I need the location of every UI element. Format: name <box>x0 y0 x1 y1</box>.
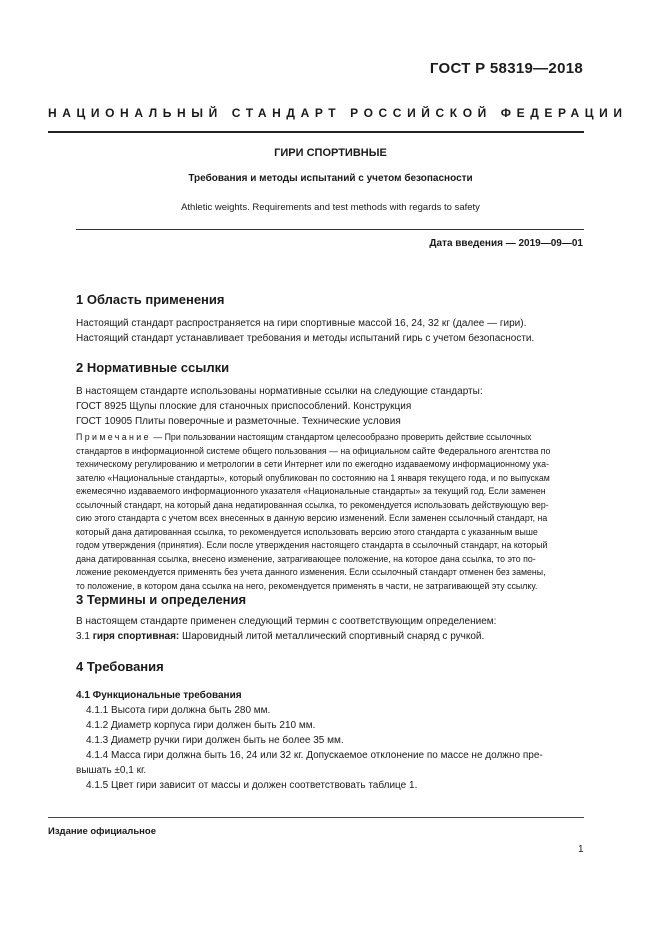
subsection-4-1-heading: 4.1 Функциональные требования <box>76 690 242 701</box>
edition-label: Издание официальное <box>48 826 156 837</box>
note-line: — При пользовании настоящим стандартом целесообразно проверить действие ссылочных <box>150 432 532 442</box>
term: гиря спортивная: <box>92 631 180 642</box>
note-line: техническому регулированию и метрологии в сети Интернет или по ежегодно издаваемому информационному ука- <box>76 459 549 469</box>
footer-divider <box>48 817 584 818</box>
term-definition <box>76 629 584 644</box>
note-line: ложение рекомендуется применять без учета данного изменения. Если ссылочный стандарт отменен без замены, <box>76 567 546 577</box>
note-block <box>76 431 584 593</box>
gost-number: ГОСТ Р 58319—2018 <box>429 60 583 77</box>
section-1-text <box>76 316 584 346</box>
section-2-text <box>76 384 584 429</box>
term-number: 3.1 <box>76 631 93 642</box>
note-label: Примечание <box>76 432 151 442</box>
section-1-heading: 1 Область применения <box>76 292 225 307</box>
normative-reference: ГОСТ 8925 Щупы плоские для станочных приспособлений. Конструкция <box>76 401 412 412</box>
note-line: ежемесячно издаваемого информационного указателя «Национальные стандарты» за текущий год. Если заменен <box>76 486 546 496</box>
note-line: то положение, в котором дана ссылка на него, рекомендуется применять в части, не затрагивающей эту ссылку. <box>76 580 538 591</box>
requirement-item: 4.1.3 Диаметр ручки гири должен быть не более 35 мм. <box>86 735 344 746</box>
section-4-heading: 4 Требования <box>76 659 164 674</box>
section-3-heading: 3 Термины и определения <box>76 592 247 607</box>
national-standard-banner: НАЦИОНАЛЬНЫЙ СТАНДАРТ РОССИЙСКОЙ ФЕДЕРАЦИИ <box>48 106 628 120</box>
requirement-item: 4.1.1 Высота гири должна быть 280 мм. <box>86 705 271 716</box>
requirement-item: вышать ±0,1 кг. <box>76 765 147 776</box>
note-line: стандартов в информационной системе общего пользования — на официальном сайте Федерального агентства по <box>76 445 551 456</box>
document-subtitle: Требования и методы испытаний с учетом безопасности <box>188 173 473 184</box>
note-line: который дана датированная ссылка, то рекомендуется использовать версию этого стандарта с указанным выше <box>76 526 538 537</box>
page-number: 1 <box>578 844 584 855</box>
section-4-items <box>76 703 584 793</box>
effective-date: Дата введения — 2019—09—01 <box>429 238 583 249</box>
section-1-line: Настоящий стандарт устанавливает требования и методы испытаний гирь с учетом безопасности. <box>76 333 535 344</box>
note-first-line <box>76 431 584 445</box>
section-3-text <box>76 614 584 644</box>
definition: Шаровидный литой металлический спортивный снаряд с ручкой. <box>179 631 485 642</box>
document-title: ГИРИ СПОРТИВНЫЕ <box>274 147 387 159</box>
note-line: дана датированная ссылка, внесено изменение, затрагивающее положение, на которое дана ссылка, то это по- <box>76 553 536 564</box>
section-1-line: Настоящий стандарт распространяется на гири спортивные массой 16, 24, 32 кг (далее — гири). <box>76 318 527 329</box>
note-line: сию этого стандарта с учетом всех внесенных в данную версию изменений. Если заменен ссылочный стандарт, на <box>76 513 548 523</box>
note-line: зателю «Национальные стандарты», который опубликован по состоянию на 1 января текущего года, и по выпускам <box>76 472 550 483</box>
requirement-item: 4.1.2 Диаметр корпуса гири должен быть 210 мм. <box>86 720 316 731</box>
normative-reference: ГОСТ 10905 Плиты поверочные и разметочные. Технические условия <box>76 416 401 427</box>
header-divider <box>48 131 584 133</box>
title-divider <box>76 229 584 230</box>
note-line: ссылочный стандарт, на который дана недатированная ссылка, то рекомендуется использовать действующую вер- <box>76 499 549 510</box>
english-title: Athletic weights. Requirements and test methods with regards to safety <box>181 202 480 213</box>
requirement-item: 4.1.4 Масса гири должна быть 16, 24 или 32 кг. Допускаемое отклонение по массе не должно пре- <box>86 750 543 761</box>
section-2-line: В настоящем стандарте использованы нормативные ссылки на следующие стандарты: <box>76 386 483 397</box>
section-2-heading: 2 Нормативные ссылки <box>76 360 230 375</box>
note-line: годом утверждения (принятия). Если после утверждения настоящего стандарта в ссылочный стандарт, на который <box>76 540 548 550</box>
section-3-intro: В настоящем стандарте применен следующий термин с соответствующим определением: <box>76 616 497 627</box>
requirement-item: 4.1.5 Цвет гири зависит от массы и должен соответствовать таблице 1. <box>86 780 418 791</box>
